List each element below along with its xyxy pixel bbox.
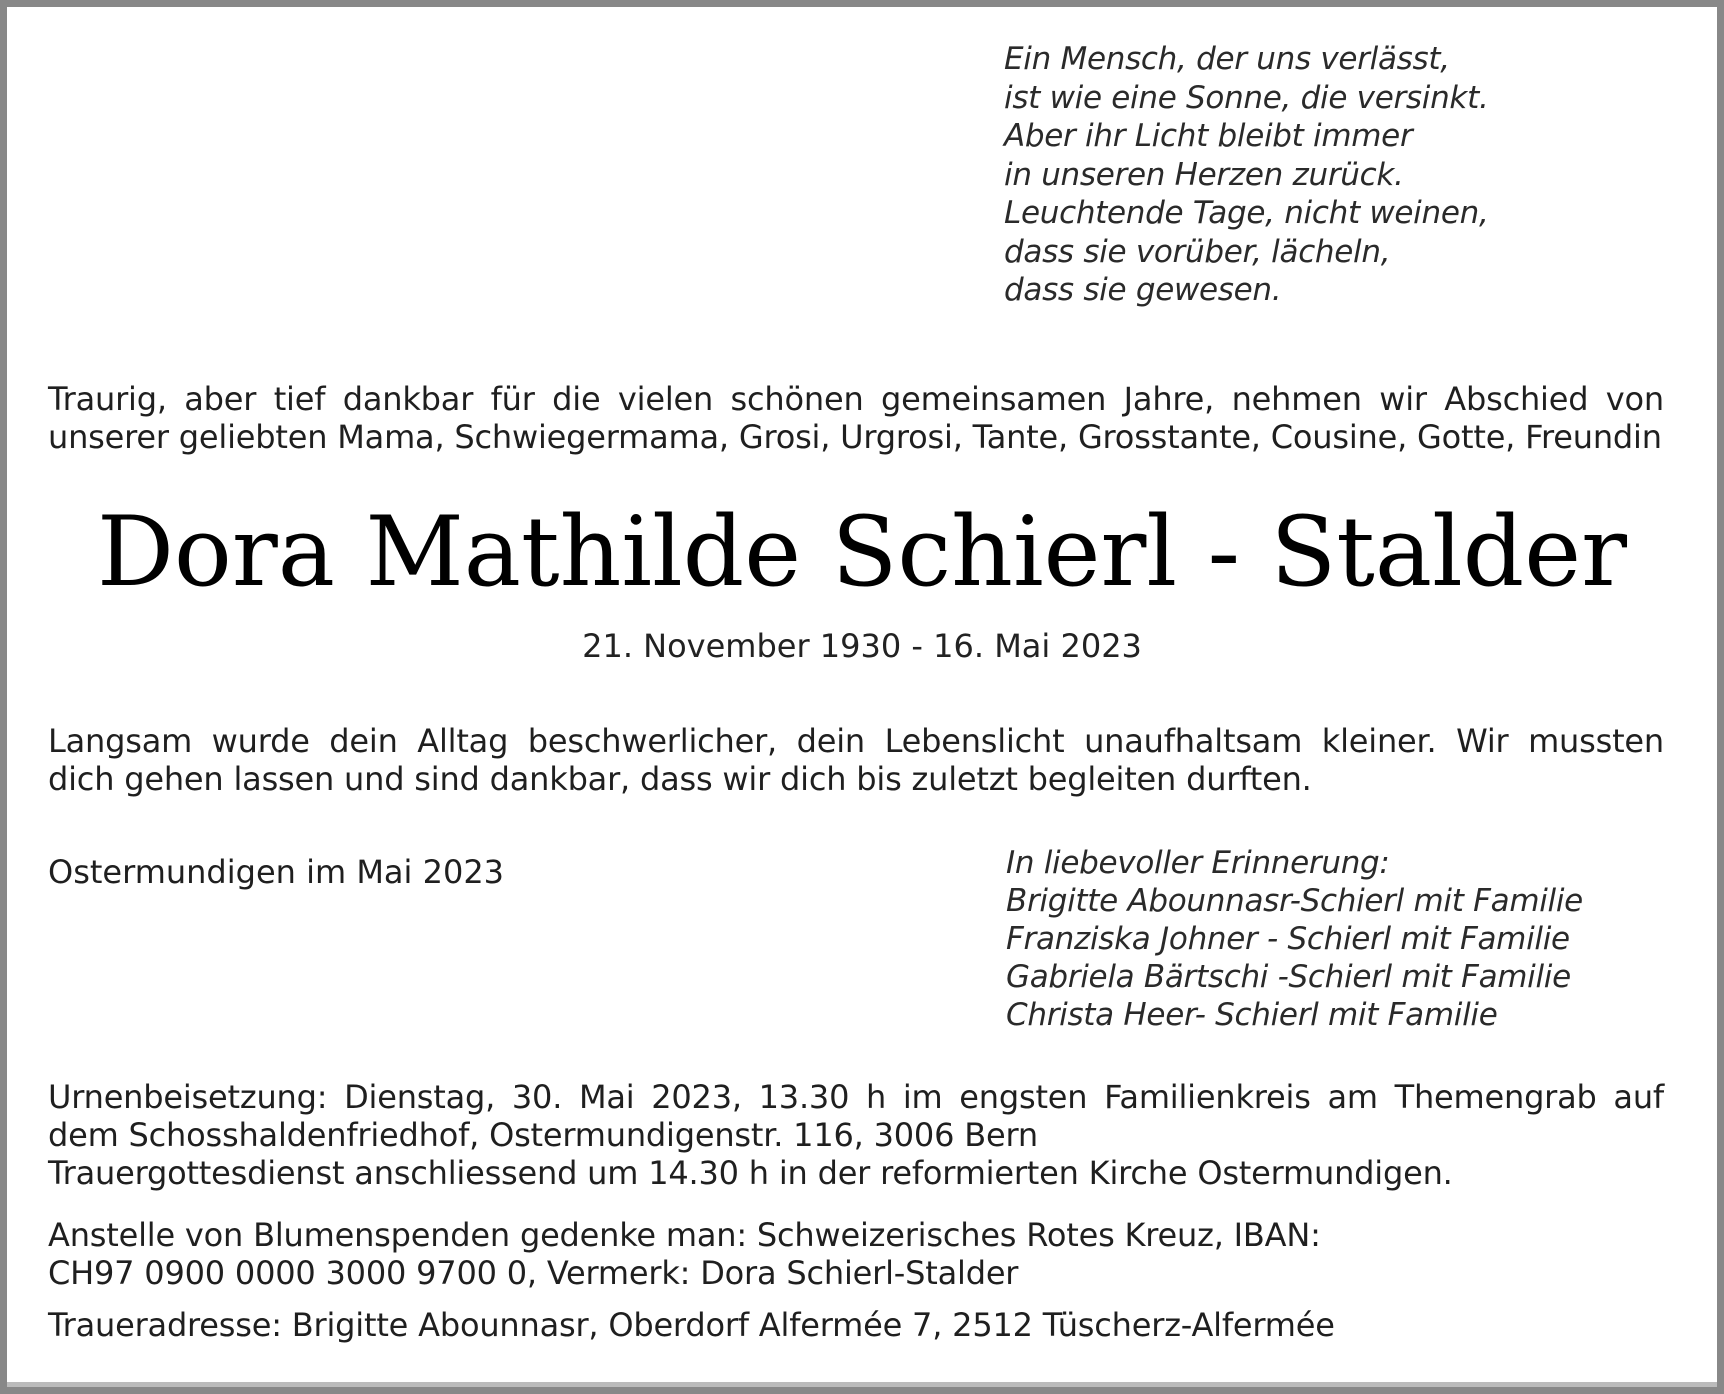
address-line: Traueradresse: Brigitte Abounnasr, Oberdorf Alfermée 7, 2512 Tüscherz-Alfermée xyxy=(48,1306,1335,1344)
mourning-address xyxy=(48,1306,1664,1344)
poem-line: ist wie eine Sonne, die versinkt. xyxy=(1004,79,1489,116)
funeral-info xyxy=(48,1078,1664,1192)
farewell-line-2: dich gehen lassen und sind dankbar, dass wir dich bis zuletzt begleiten durften. xyxy=(48,760,1312,798)
intro-text xyxy=(48,380,1664,456)
donation-line-2: CH97 0900 0000 3000 9700 0, Vermerk: Dora Schierl-Stalder xyxy=(48,1254,1019,1292)
mourners-list xyxy=(1006,844,1583,1034)
poem-line: Leuchtende Tage, nicht weinen, xyxy=(1004,195,1489,231)
intro-line-2: unserer geliebten Mama, Schwiegermama, Grosi, Urgrosi, Tante, Grosstante, Cousine, Gotte, Freundin xyxy=(48,418,1662,456)
deceased-name: Dora Mathilde Schierl - Stalder xyxy=(97,496,1627,608)
funeral-line-1: Urnenbeisetzung: Dienstag, 30. Mai 2023, 13.30 h im engsten Familienkreis am Themengrab auf xyxy=(48,1078,1664,1116)
funeral-line-2: dem Schosshaldenfriedhof, Ostermundigenstr. 116, 3006 Bern xyxy=(48,1116,1038,1154)
donation-line-1: Anstelle von Blumenspenden gedenke man: Schweizerisches Rotes Kreuz, IBAN: xyxy=(48,1216,1321,1254)
farewell-line-1: Langsam wurde dein Alltag beschwerlicher, dein Lebenslicht unaufhaltsam kleiner. Wir mussten xyxy=(48,722,1664,760)
life-dates: 21. November 1930 - 16. Mai 2023 xyxy=(582,627,1142,665)
mourner: Gabriela Bärtschi -Schierl mit Familie xyxy=(1006,959,1571,995)
poem xyxy=(1004,40,1489,310)
mourner: Franziska Johner - Schierl mit Familie xyxy=(1006,921,1570,957)
farewell-text xyxy=(48,722,1664,798)
poem-line: dass sie gewesen. xyxy=(1004,272,1282,308)
poem-line: in unseren Herzen zurück. xyxy=(1004,156,1404,193)
intro-line-1: Traurig, aber tief dankbar für die vielen schönen gemeinsamen Jahre, nehmen wir Abschied von xyxy=(48,380,1664,418)
funeral-line-3: Trauergottesdienst anschliessend um 14.30 h in der reformierten Kirche Ostermundigen. xyxy=(48,1154,1453,1192)
place-date: Ostermundigen im Mai 2023 xyxy=(48,853,505,891)
poem-line: Aber ihr Licht bleibt immer xyxy=(1004,118,1413,154)
mourner: Christa Heer- Schierl mit Familie xyxy=(1006,997,1498,1033)
poem-line: Ein Mensch, der uns verlässt, xyxy=(1004,41,1450,77)
memory-heading: In liebevoller Erinnerung: xyxy=(1006,845,1390,881)
donation-info xyxy=(48,1216,1664,1292)
mourner: Brigitte Abounnasr-Schierl mit Familie xyxy=(1006,883,1583,919)
poem-line: dass sie vorüber, lächeln, xyxy=(1004,233,1391,270)
